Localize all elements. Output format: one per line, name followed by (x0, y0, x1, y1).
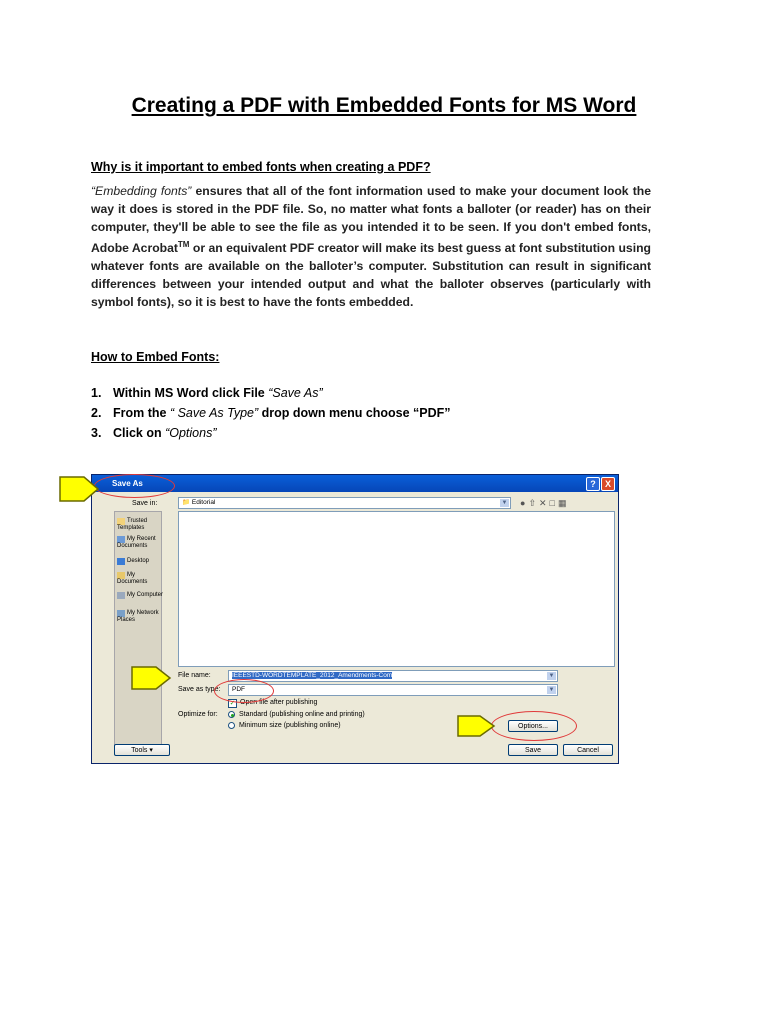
arrow-icon (130, 664, 172, 692)
embedding-fonts-term: “Embedding fonts” (91, 184, 192, 198)
how-heading: How to Embed Fonts: (91, 350, 220, 364)
save-type-highlight (214, 679, 274, 703)
standard-option-label: Standard (publishing online and printing) (239, 711, 365, 718)
new-folder-icon[interactable]: □ (549, 498, 558, 508)
place-desktop[interactable]: Desktop (117, 558, 163, 565)
cancel-button[interactable]: Cancel (563, 744, 613, 756)
open-after-checkbox[interactable]: ✓ (229, 700, 236, 707)
chevron-down-icon: ▼ (501, 500, 508, 506)
list-item: 3. Click on “Options” (91, 426, 217, 440)
why-heading: Why is it important to embed fonts when creating a PDF? (91, 160, 431, 174)
documents-icon (117, 572, 125, 579)
tools-button[interactable]: Tools ▾ (114, 744, 170, 756)
page-title: Creating a PDF with Embedded Fonts for MS Word (131, 94, 637, 117)
place-network[interactable]: My Network Places (117, 610, 159, 623)
open-after-label: Open file after publishing (240, 699, 318, 706)
folder-icon (117, 518, 125, 525)
arrow-icon (456, 713, 496, 739)
why-body-1: ensures that all of the font information used to make your document look the way it does is stored in the PDF file. So, no matter what fonts a balloter (or reader) has on their computer, they'll be able to see the file as you intended it to be seen. If you don't embed fonts, Adobe Acrobat (91, 184, 651, 256)
views-icon[interactable]: ▦ (557, 498, 570, 508)
delete-icon[interactable]: ✕ (538, 498, 550, 508)
place-recent-documents[interactable]: My Recent Documents (117, 536, 156, 549)
why-paragraph (91, 183, 651, 312)
place-trusted-templates[interactable]: Trusted Templates (117, 518, 148, 531)
list-item: 1. Within MS Word click File “Save As” (91, 386, 323, 400)
chevron-down-icon: ▼ (548, 687, 555, 693)
network-icon (117, 610, 125, 617)
up-folder-icon[interactable]: ⇧ (528, 498, 539, 508)
save-in-label: Save in: (132, 500, 158, 507)
save-in-select[interactable]: 📁 Editorial ▼ (178, 497, 511, 509)
save-as-highlight (94, 474, 175, 498)
arrow-icon (58, 474, 100, 504)
desktop-icon (117, 558, 125, 565)
place-my-computer[interactable]: My Computer (117, 592, 163, 599)
why-body-2: or an equivalent PDF creator will make its best guess at font substitution using whatever fonts are available on the balloter’s computer. Substitution can result in significant differences between your intended output and what the balloter observes (particularly with symbol fonts), so it is best to have the fonts embedded. (91, 241, 651, 309)
options-highlight (491, 711, 577, 741)
back-icon[interactable]: ● (520, 498, 529, 508)
computer-icon (117, 592, 125, 599)
file-name-input[interactable]: IEEESTD-WORDTEMPLATE_2012_Amendments-Com ▼ (228, 670, 558, 682)
minimum-radio[interactable] (228, 722, 235, 729)
close-button[interactable]: X (601, 477, 615, 491)
recent-icon (117, 536, 125, 543)
options-button[interactable]: Options... (508, 720, 558, 732)
file-list[interactable] (178, 511, 615, 667)
dialog-title: Save As (112, 479, 143, 488)
save-type-select[interactable]: PDF ▼ (228, 684, 558, 696)
trademark: TM (177, 240, 190, 250)
list-item: 2. From the “ Save As Type” drop down menu choose “PDF” (91, 406, 451, 420)
optimize-label: Optimize for: (178, 711, 218, 718)
standard-radio[interactable] (228, 711, 235, 718)
chevron-down-icon: ▾ (149, 747, 153, 754)
file-name-label: File name: (178, 672, 211, 679)
toolbar-icons[interactable] (520, 498, 569, 509)
chevron-down-icon: ▼ (548, 673, 555, 679)
save-type-label: Save as type: (178, 686, 221, 693)
places-bar (114, 511, 162, 746)
folder-icon: 📁 (182, 499, 191, 506)
steps-list (91, 383, 451, 443)
place-my-documents[interactable]: My Documents (117, 572, 148, 585)
minimum-option-label: Minimum size (publishing online) (239, 722, 341, 729)
save-button[interactable]: Save (508, 744, 558, 756)
help-button[interactable]: ? (586, 477, 600, 491)
